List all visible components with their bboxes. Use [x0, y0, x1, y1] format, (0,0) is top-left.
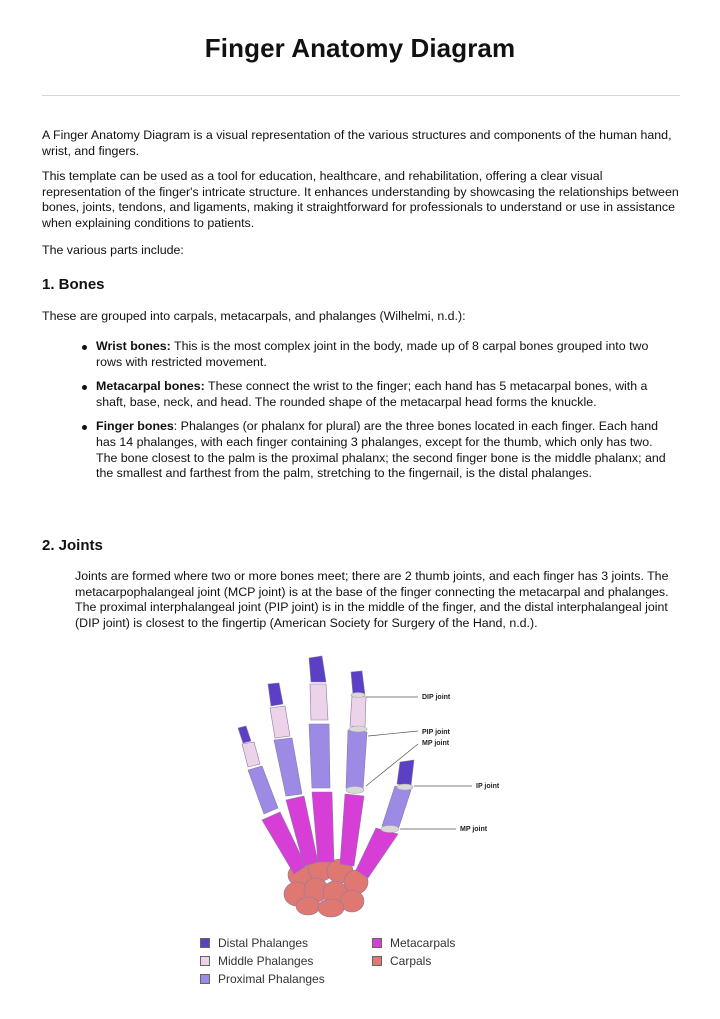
diagram-legend	[200, 937, 500, 997]
legend-swatch	[372, 956, 382, 966]
intro-paragraph-3: The various parts include:	[42, 243, 184, 257]
bullet-text: These connect the wrist to the finger; each hand has 5 metacarpal bones, with a shaft, base, neck, and head. The rounded shape of the metacarpal head forms the knuckle.	[96, 379, 648, 409]
intro-paragraph-1: A Finger Anatomy Diagram is a visual representation of the various structures and components of the human hand, wrist, and fingers.	[42, 128, 672, 158]
callout-lines	[366, 697, 472, 829]
callout-pip-joint: PIP joint	[422, 729, 450, 736]
section-heading-bones: 1. Bones	[42, 276, 105, 293]
legend-swatch	[200, 938, 210, 948]
legend-swatch	[200, 956, 210, 966]
legend-label: Carpals	[390, 954, 432, 968]
section-heading-joints: 2. Joints	[42, 537, 103, 554]
legend-label: Middle Phalanges	[218, 954, 314, 968]
bullet-term: Metacarpal bones:	[96, 379, 205, 394]
bullet-term: Wrist bones:	[96, 339, 171, 353]
bones-lead: These are grouped into carpals, metacarpals, and phalanges (Wilhelmi, n.d.):	[42, 309, 466, 323]
legend-swatch	[200, 974, 210, 984]
bullet-text: This is the most complex joint in the body, made up of 8 carpal bones grouped into two rows with restricted movement.	[96, 339, 649, 369]
bullet-text: : Phalanges (or phalanx for plural) are the three bones located in each finger. Each hand has 14 phalanges, with each finger containing 3 phalanges, except for the thumb, which only has two. The bone closest to the palm is the proximal phalanx; the second finger bone is the middle phalanx; and the smallest and farthest from the palm, stretching to the fingernail, is the distal phalanges.	[96, 419, 666, 481]
legend-label: Proximal Phalanges	[218, 972, 325, 986]
legend-label: Distal Phalanges	[218, 936, 309, 950]
callout-mp-joint-thumb: MP joint	[460, 826, 488, 833]
legend-swatch	[372, 938, 382, 948]
legend-label: Metacarpals	[390, 936, 456, 950]
intro-paragraph-2: This template can be used as a tool for education, healthcare, and rehabilitation, offering a clear visual representation of the finger's intricate structure. It enhances understanding by showcasing the relationships between bones, joints, tendons, and ligaments, making it straightforward for professionals to understand or use in assistance when explaining conditions to patients.	[42, 169, 679, 230]
page-title: Finger Anatomy Diagram	[204, 33, 516, 63]
callout-mp-joint-finger: MP joint	[422, 740, 450, 747]
callout-dip-joint: DIP joint	[422, 694, 451, 701]
joints-paragraph: Joints are formed where two or more bones meet; there are 2 thumb joints, and each finger has 3 joints. The metacarpophalangeal joint (MCP joint) is at the base of the finger connecting the metacarpal and phalanges. The proximal interphalangeal joint (PIP joint) is in the middle of the finger, and the distal interphalangeal joint (DIP joint) is closest to the fingertip (American Society for Surgery of the Hand, n.d.).	[75, 569, 669, 630]
bullet-term: Finger bones	[96, 419, 174, 434]
callout-ip-joint: IP joint	[476, 783, 500, 790]
